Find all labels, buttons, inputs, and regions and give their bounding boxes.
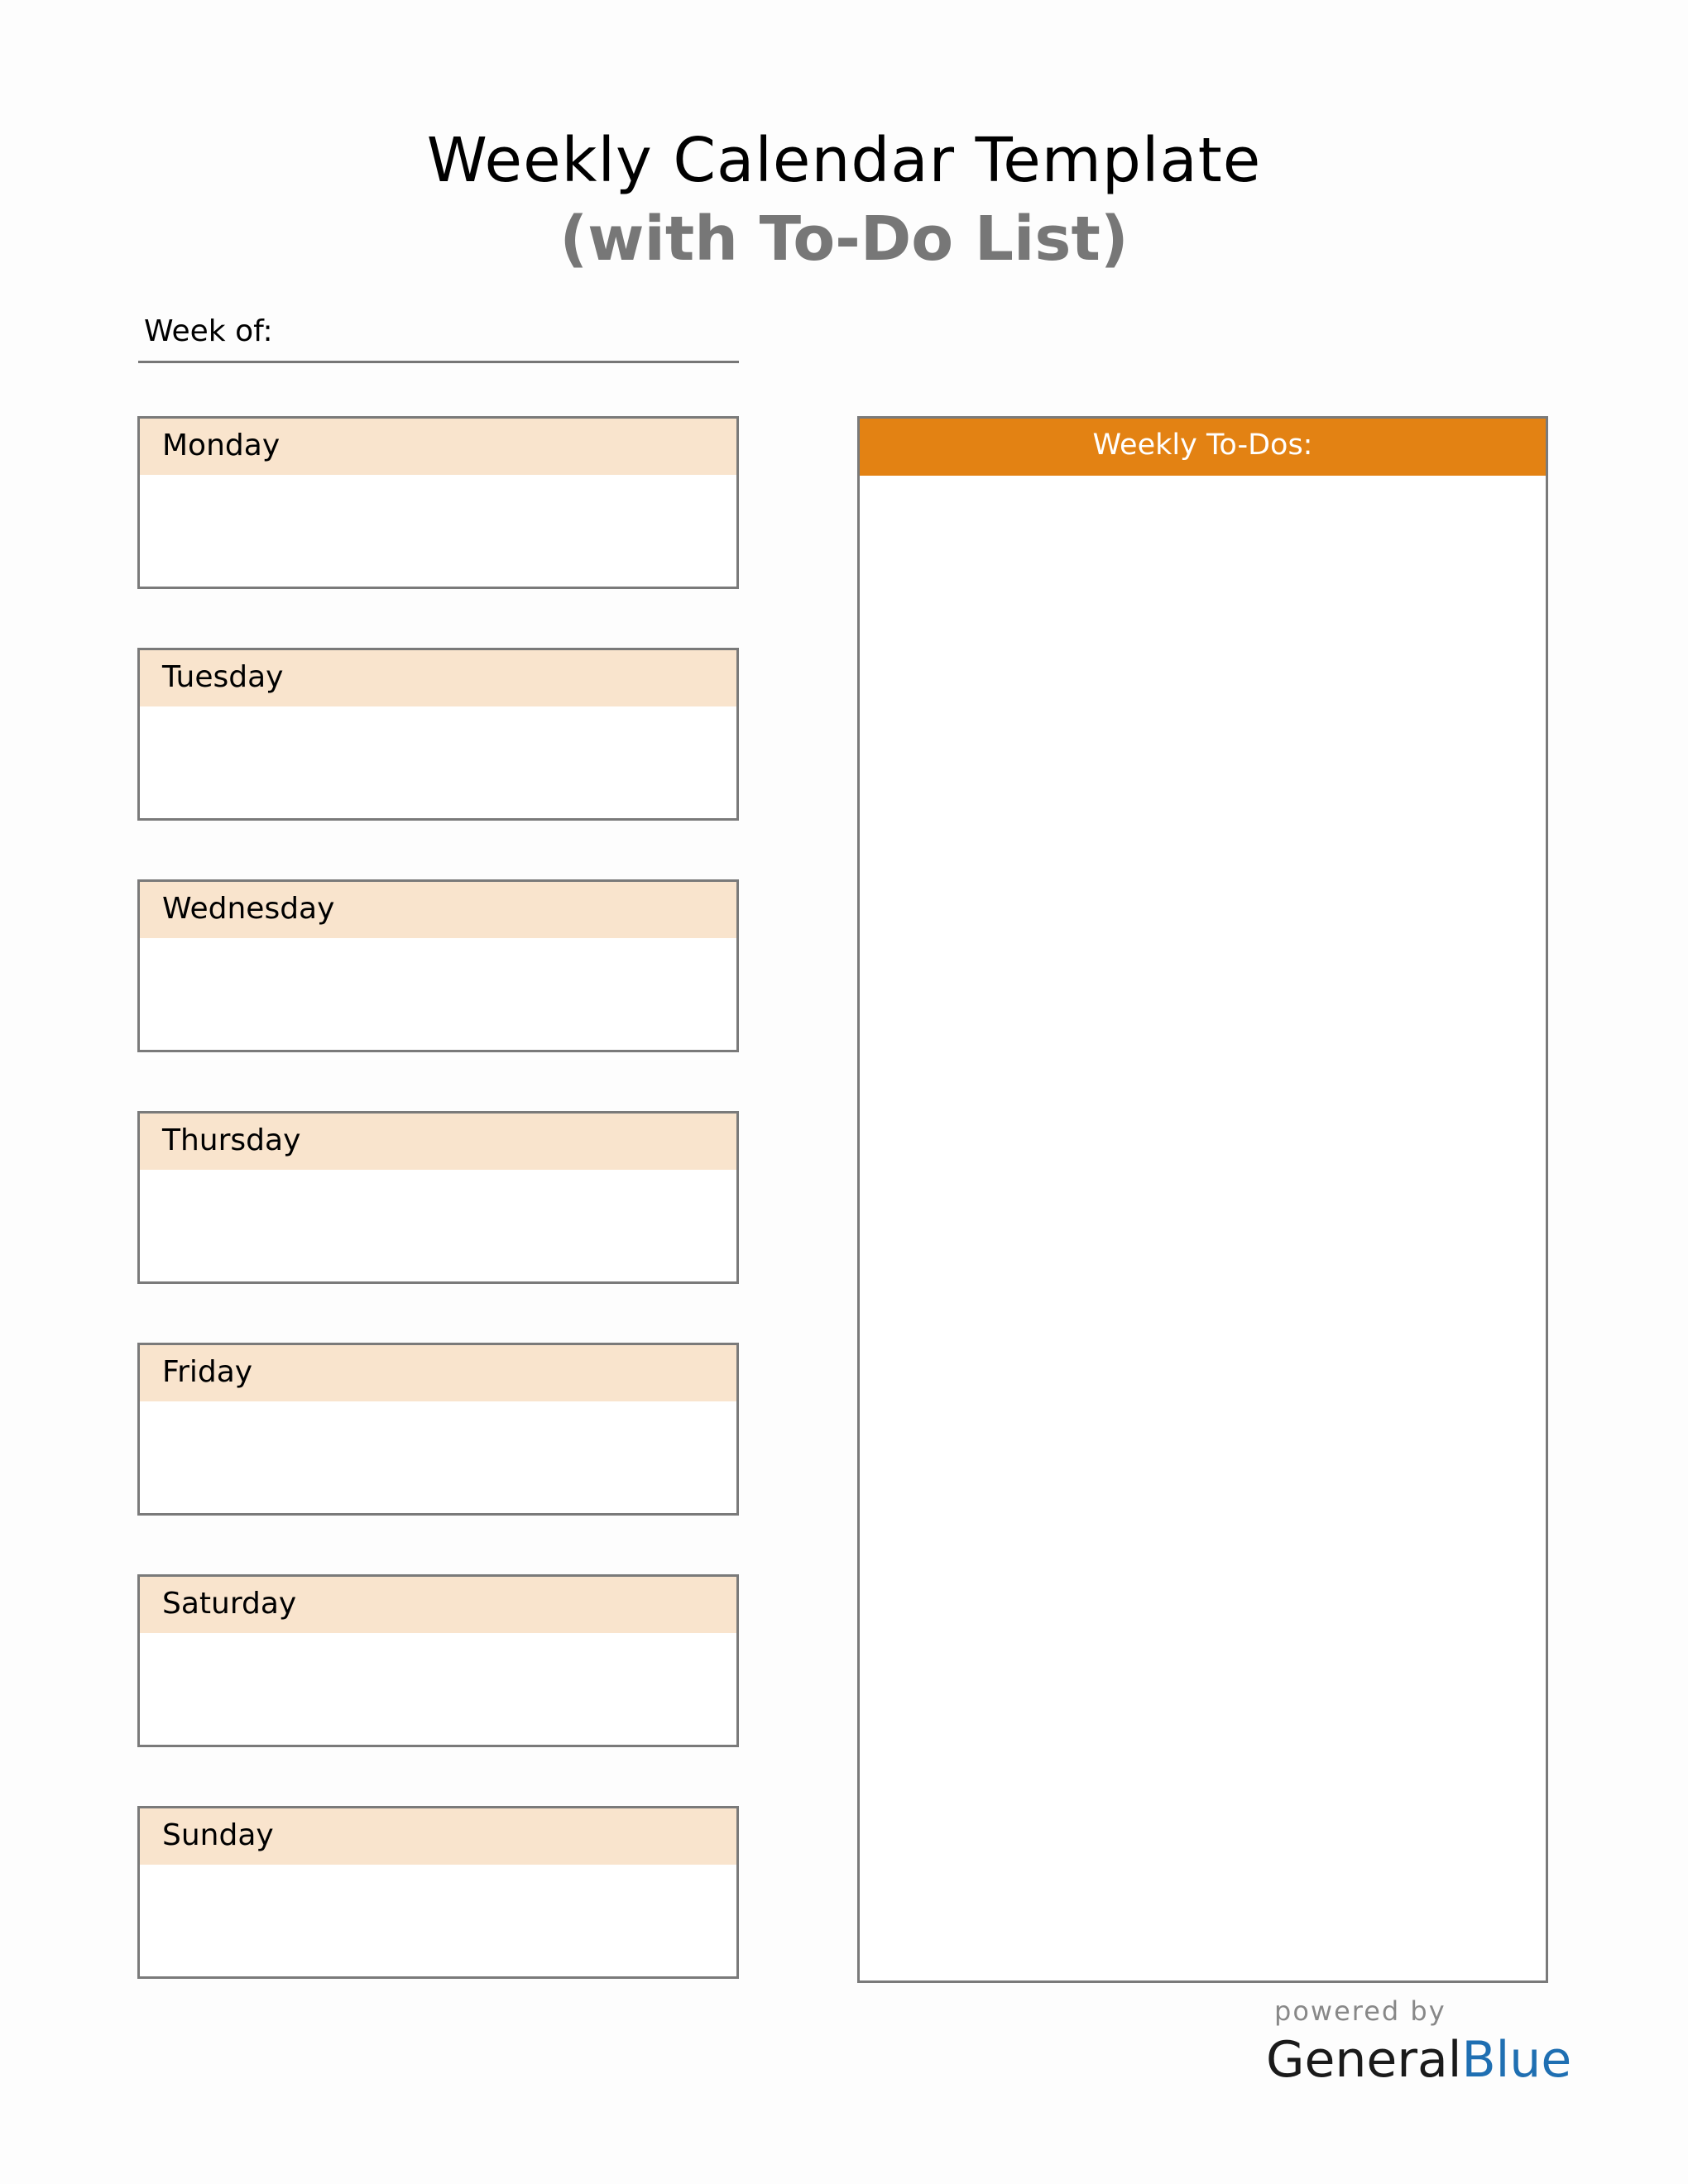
day-label: Monday xyxy=(162,429,281,462)
day-box-friday[interactable] xyxy=(137,1343,739,1516)
day-label: Sunday xyxy=(162,1818,274,1852)
brand-name-blue: Blue xyxy=(1461,2031,1572,2089)
day-box-tuesday[interactable] xyxy=(137,648,739,821)
brand-logo xyxy=(1266,2031,1571,2089)
day-header xyxy=(140,1114,736,1170)
day-box-thursday[interactable] xyxy=(137,1111,739,1284)
todo-label: Weekly To-Dos: xyxy=(1092,429,1313,462)
powered-by-text: powered by xyxy=(1274,1995,1446,2027)
day-header xyxy=(140,1808,736,1865)
day-box-monday[interactable] xyxy=(137,416,739,589)
day-header xyxy=(140,419,736,475)
day-header xyxy=(140,1577,736,1633)
todo-header xyxy=(860,419,1546,476)
day-box-saturday[interactable] xyxy=(137,1574,739,1747)
day-header xyxy=(140,882,736,938)
brand-name-general: General xyxy=(1266,2031,1462,2089)
day-label: Saturday xyxy=(162,1587,297,1621)
weekly-todos-box[interactable] xyxy=(857,416,1548,1983)
week-of-label: Week of: xyxy=(144,314,273,348)
day-label: Friday xyxy=(162,1355,253,1389)
day-box-wednesday[interactable] xyxy=(137,879,739,1052)
week-of-field[interactable] xyxy=(138,314,739,363)
day-header xyxy=(140,1345,736,1401)
day-label: Tuesday xyxy=(162,660,284,694)
day-box-sunday[interactable] xyxy=(137,1806,739,1979)
day-label: Thursday xyxy=(162,1123,301,1157)
day-header xyxy=(140,650,736,706)
day-label: Wednesday xyxy=(162,892,335,926)
page-subtitle: (with To-Do List) xyxy=(559,204,1129,275)
page-title: Weekly Calendar Template xyxy=(426,125,1262,196)
